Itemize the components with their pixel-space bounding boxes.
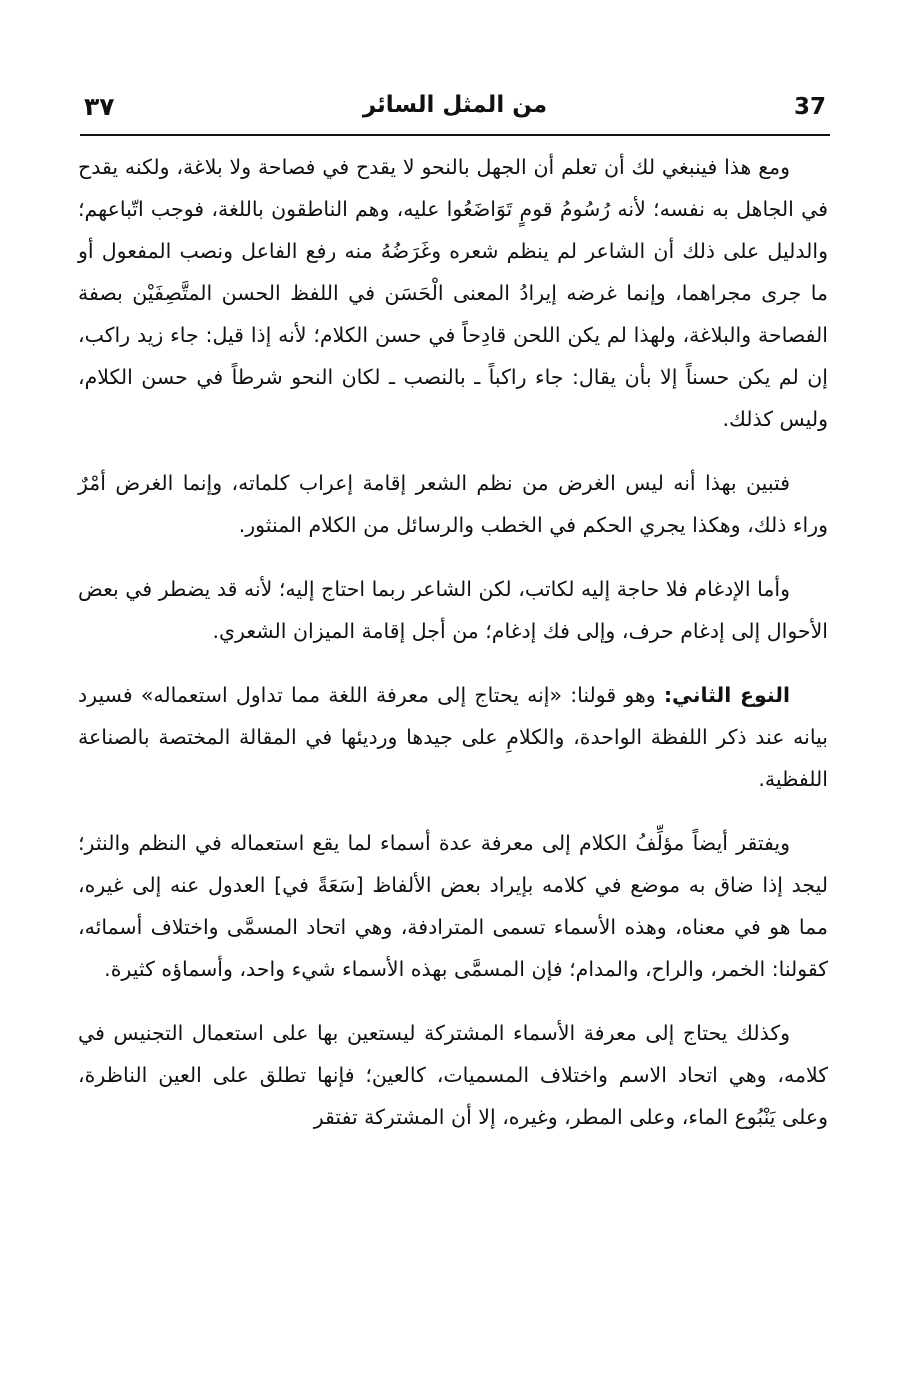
paragraph-text: ومع هذا فينبغي لك أن تعلم أن الجهل بالنحو لا يقدح في فصاحة ولا بلاغة، ولكنه يقدح في الجاهل به نفسه؛ لأنه رُسُومُ قومٍ تَوَاضَعُوا عليه، وهم الناطقون باللغة، فوجب اتّباعهم؛ والدليل على ذلك أن الشاعر لم ينظم شعره وغَرَضُهُ منه رفع الفاعل ونصب المفعول أو ما جرى مجراهما، وإنما غرضه إيرادُ المعنى الْحَسَن في اللفظ الحسن المتَّصِفَيْن بصفة الفصاحة والبلاغة، ولهذا لم يكن اللحن قادِحاً في حسن الكلام؛ لأنه إذا قيل: جاء زيد راكب، إن لم يكن حسناً إلا بأن يقال: جاء راكباً ـ بالنصب ـ لكان النحو شرطاً في حسن الكلام، وليس كذلك. [78,155,828,431]
running-title: من المثل السائر [362,92,548,118]
paragraph-2 [78,462,828,546]
paragraph-3 [78,568,828,652]
paragraph-4 [78,674,828,800]
paragraph-6 [78,1012,828,1138]
page-body [78,146,828,1160]
paragraph-text: وأما الإدغام فلا حاجة إليه لكاتب، لكن الشاعر ربما احتاج إليه؛ لأنه قد يضطر في بعض الأحوال إلى إدغام حرف، وإلى فك إدغام؛ من أجل إقامة الميزان الشعري. [78,577,828,643]
page-header [80,88,830,136]
paragraph-text: ويفتقر أيضاً مؤلِّفُ الكلام إلى معرفة عدة أسماء لما يقع استعماله في النظم والنثر؛ ليجد إذا ضاق به موضع في كلامه بإيراد بعض الألفاظ [سَعَةً في] العدول عنه إلى غيره، مما هو في معناه، وهذه الأسماء تسمى المترادفة، وهي اتحاد المسمَّى واختلاف أسمائه، كقولنا: الخمر، والراح، والمدام؛ فإن المسمَّى بهذه الأسماء شيء واحد، وأسماؤه كثيرة. [78,831,828,981]
page-number-latin: 37 [793,94,826,120]
paragraph-text: وكذلك يحتاج إلى معرفة الأسماء المشتركة ليستعين بها على استعمال التجنيس في كلامه، وهي اتحاد الاسم واختلاف المسميات، كالعين؛ فإنها تطلق على العين الناظرة، وعلى يَنْبُوع الماء، وعلى المطر، وغيره، إلا أن المشتركة تفتقر [78,1021,828,1129]
section-lead-heading: النوع الثاني: [663,683,790,707]
paragraph-5 [78,822,828,990]
paragraph-text: وهو قولنا: «إنه يحتاج إلى معرفة اللغة مما تداول استعماله» فسيرد بيانه عند ذكر اللفظة الواحدة، والكلامِ على جيدها ورديئها في المقالة المختصة بالصناعة اللفظية. [78,683,828,791]
page-number-arabic: ٣٧ [84,92,115,121]
paragraph-1 [78,146,828,440]
paragraph-text: فتبين بهذا أنه ليس الغرض من نظم الشعر إقامة إعراب كلماته، وإنما الغرض أمْرٌ وراء ذلك، وهكذا يجري الحكم في الخطب والرسائل من الكلام المنثور. [78,471,828,537]
